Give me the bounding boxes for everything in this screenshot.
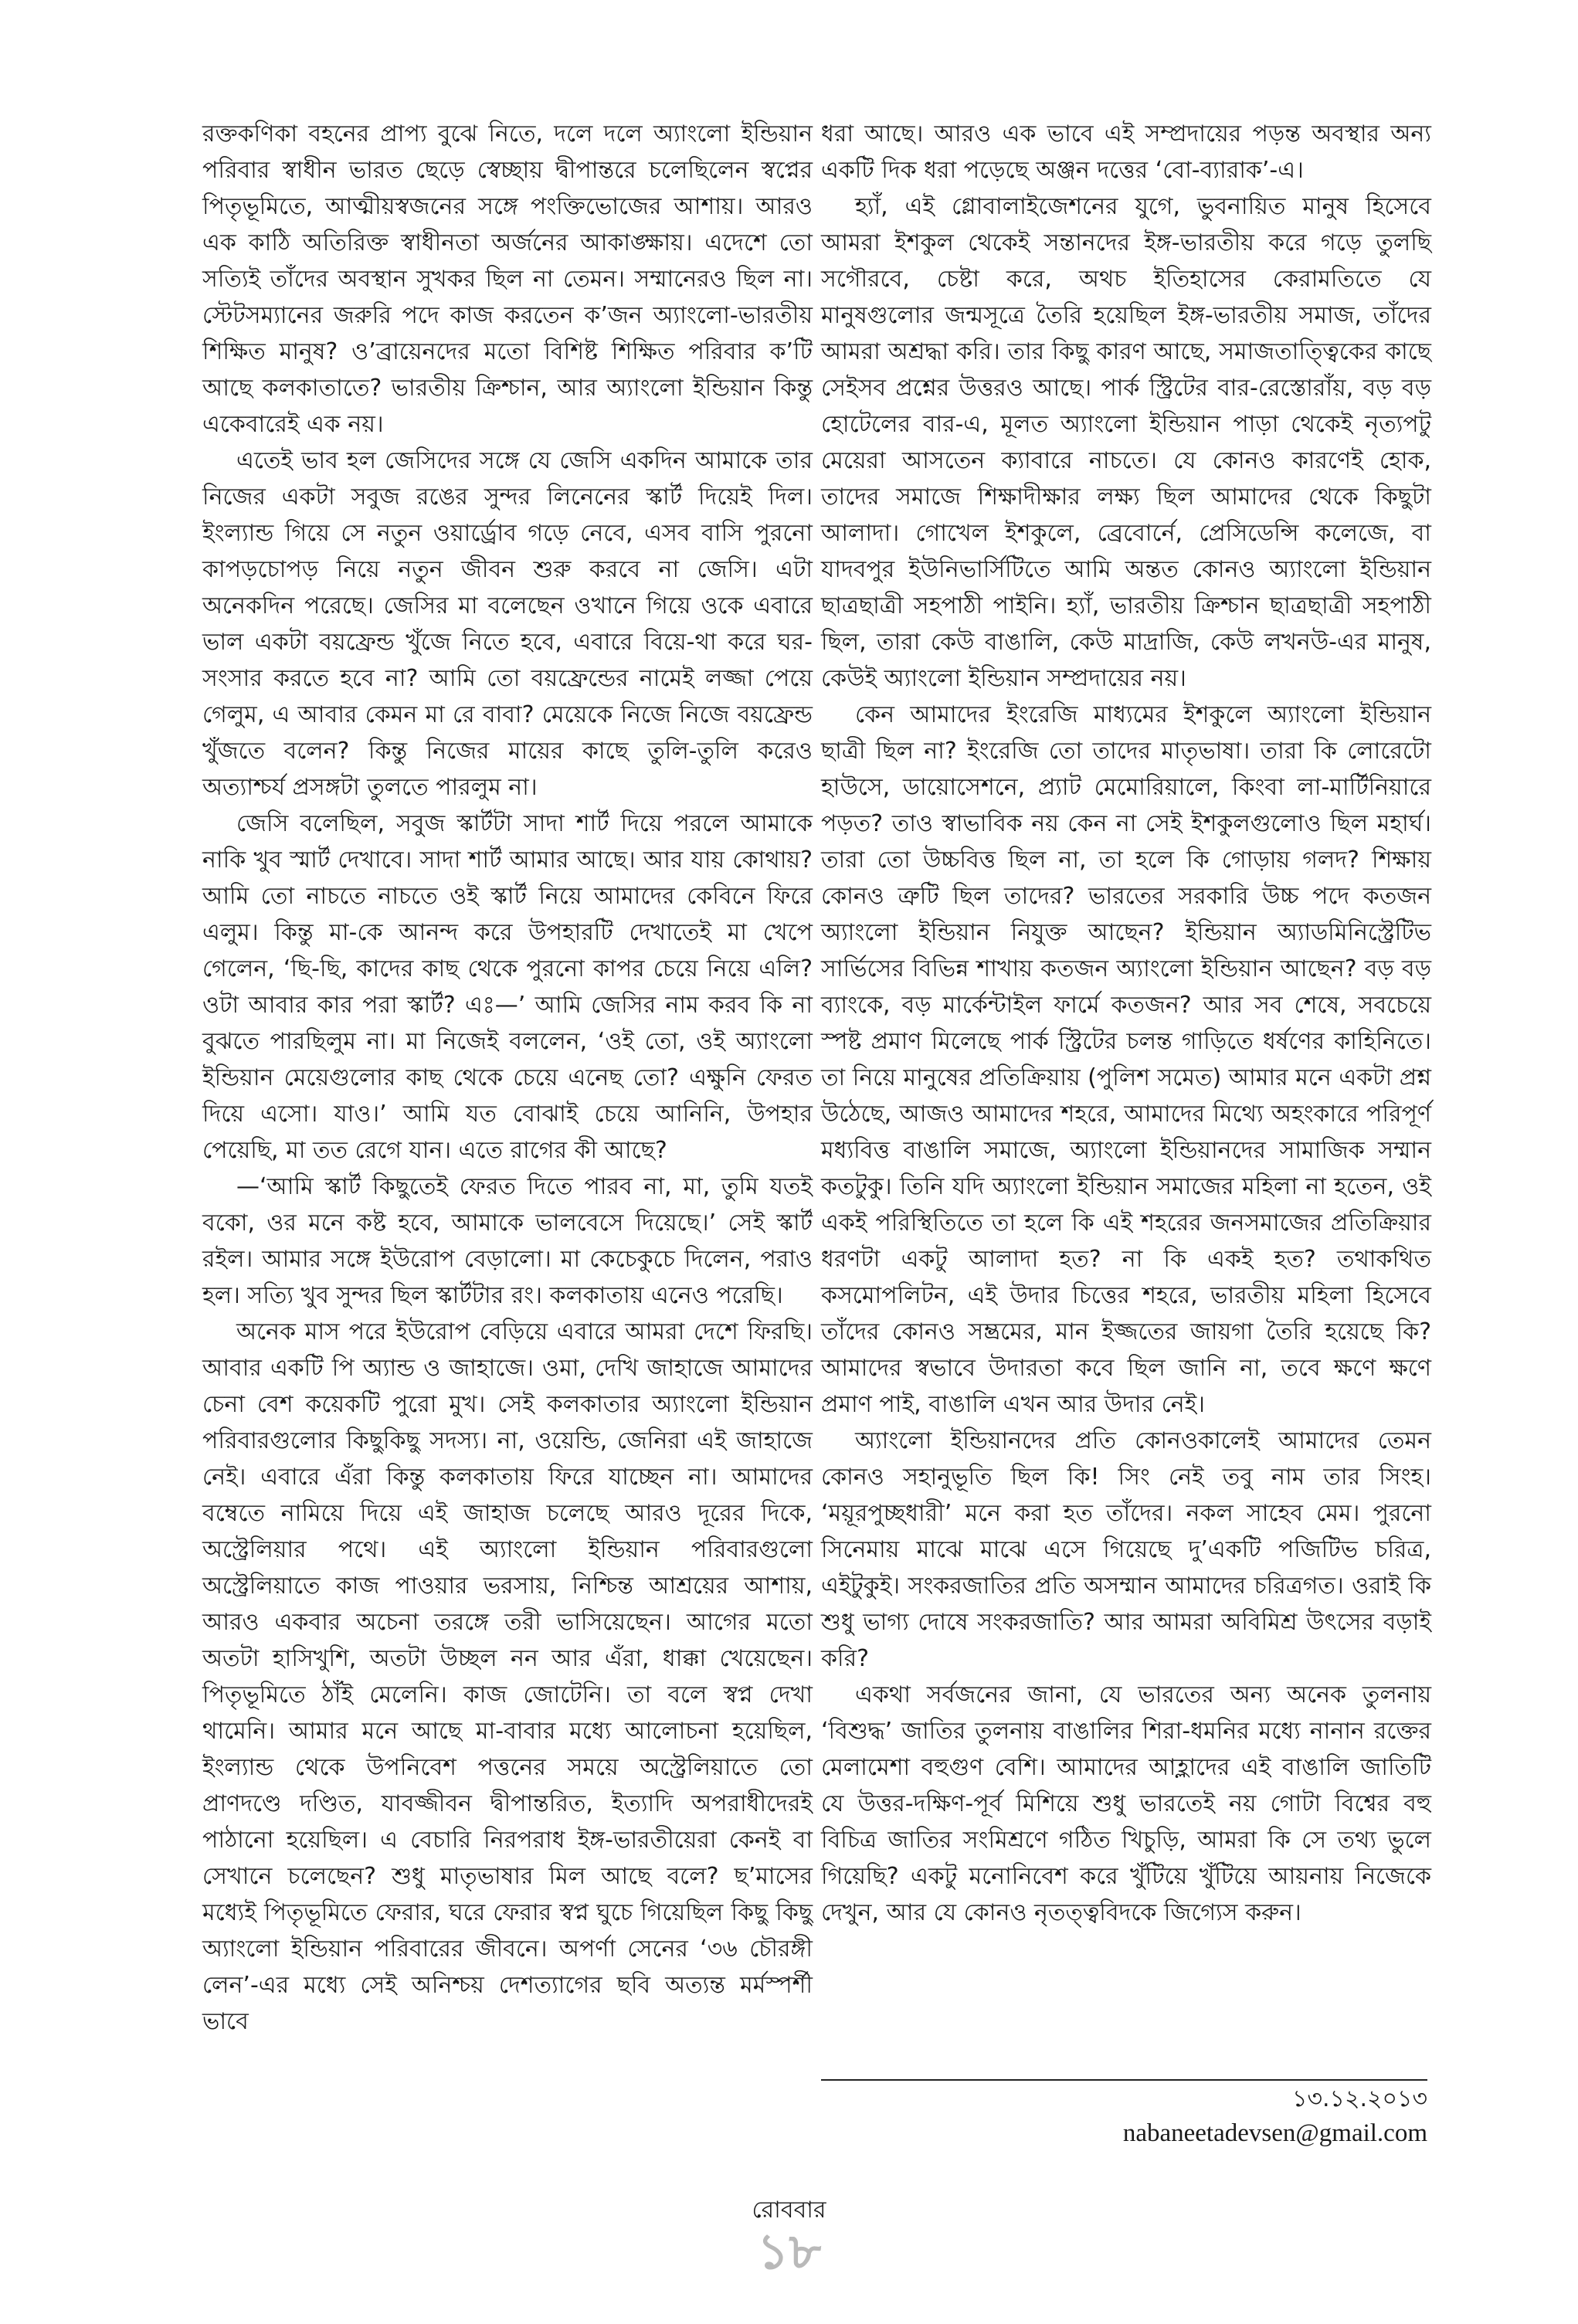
paragraph: একথা সর্বজনের জানা, যে ভারতের অন্য অনেক তুলনায় ‘বিশুদ্ধ’ জাতির তুলনায় বাঙালির শিরা-ধমনির মধ্যে নানান রক্তের মেলামেশা বহুগুণ বেশি। আমাদের আহ্লাদের এই বাঙালি জাতিটি যে উত্তর-দক্ষিণ-পূর্ব মিশিয়ে শুধু ভারতেই নয় গোটা বিশ্বের বহু বিচিত্র জাতির সংমিশ্রণে গঠিত খিচুড়ি, আমরা কি সে তথ্য ভুলে গিয়েছি? একটু মনোনিবেশ করে খুঁটিয়ে খুঁটিয়ে আয়নায় নিজেকে দেখুন, আর যে কোনও নৃতত্ত্ববিদকে জিগ্যেস করুন। bbox=[821, 1681, 1431, 1926]
paragraph: রক্তকণিকা বহনের প্রাপ্য বুঝে নিতে, দলে দলে অ্যাংলো ইন্ডিয়ান পরিবার স্বাধীন ভারত ছেড়ে স্বেচ্ছায় দ্বীপান্তরে চলেছিলেন স্বপ্নের পিতৃভূমিতে, আত্মীয়স্বজনের সঙ্গে পংক্তিভোজের আশায়। আরও এক কাঠি অতিরিক্ত স্বাধীনতা অর্জনের আকাঙ্ক্ষায়। এদেশে তো সত্যিই তাঁদের অবস্থান সুখকর ছিল না তেমন। সম্মানেরও ছিল না। স্টেটসম্যানের জরুরি পদে কাজ করতেন ক’জন অ্যাংলো-ভারতীয় শিক্ষিত মানুষ? ও’ব্রায়েনদের মতো বিশিষ্ট শিক্ষিত পরিবার ক’টি আছে কলকাতাতে? ভারতীয় ক্রিশ্চান, আর অ্যাংলো ইন্ডিয়ান কিন্তু একেবারেই এক নয়। bbox=[202, 120, 813, 438]
paragraph: হ্যাঁ, এই গ্লোবালাইজেশনের যুগে, ভুবনায়িত মানুষ হিসেবে আমরা ইশকুল থেকেই সন্তানদের ইঙ্গ-ভারতীয় করে গড়ে তুলছি সগৌরবে, চেষ্টা করে, অথচ ইতিহাসের কেরামতিতে যে মানুষগুলোর জন্মসূত্রে তৈরি হয়েছিল ইঙ্গ-ভারতীয় সমাজ, তাঁদের আমরা অশ্রদ্ধা করি। তার কিছু কারণ আছে, সমাজতাত্ত্বিকের কাছে সেইসব প্রশ্নের উত্তরও আছে। পার্ক স্ট্রিটের বার-রেস্তোরাঁয়, বড় বড় হোটেলের বার-এ, মূলত অ্যাংলো ইন্ডিয়ান পাড়া থেকেই নৃত্যপটু মেয়েরা আসতেন ক্যাবারে নাচতে। যে কোনও কারণেই হোক, তাদের সমাজে শিক্ষাদীক্ষার লক্ষ্য ছিল আমাদের থেকে কিছুটা আলাদা। গোখেল ইশকুলে, ব্রেবোর্নে, প্রেসিডেন্সি কলেজে, বা যাদবপুর ইউনিভার্সিটিতে আমি অন্তত কোনও অ্যাংলো ইন্ডিয়ান ছাত্রছাত্রী সহপাঠী পাইনি। হ্যাঁ, ভারতীয় ক্রিশ্চান ছাত্রছাত্রী সহপাঠী ছিল, তারা কেউ বাঙালি, কেউ মাদ্রাজি, কেউ লখনউ-এর মানুষ, কেউই অ্যাংলো ইন্ডিয়ান সম্প্রদায়ের নয়। bbox=[821, 193, 1431, 692]
article-column-left bbox=[202, 116, 813, 2040]
signature-date: ১৩.১২.২০১৩ bbox=[1291, 2085, 1427, 2112]
article-column-right bbox=[821, 116, 1431, 1931]
author-email: nabaneetadevsen@gmail.com bbox=[1122, 2119, 1427, 2147]
paragraph: কেন আমাদের ইংরেজি মাধ্যমের ইশকুলে অ্যাংলো ইন্ডিয়ান ছাত্রী ছিল না? ইংরেজি তো তাদের মাতৃভাষা। তারা কি লোরেটো হাউসে, ডায়োসেশনে, প্র্যাট মেমোরিয়ালে, কিংবা লা-মার্টিনিয়ারে পড়ত? তাও স্বাভাবিক নয় কেন না সেই ইশকুলগুলোও ছিল মহার্ঘ। তারা তো উচ্চবিত্ত ছিল না, তা হলে কি গোড়ায় গলদ? শিক্ষায় কোনও ত্রুটি ছিল তাদের? ভারতের সরকারি উচ্চ পদে কতজন অ্যাংলো ইন্ডিয়ান নিযুক্ত আছেন? ইন্ডিয়ান অ্যাডমিনিস্ট্রেটিভ সার্ভিসের বিভিন্ন শাখায় কতজন অ্যাংলো ইন্ডিয়ান আছেন? বড় বড় ব্যাংকে, বড় মার্কেন্টাইল ফার্মে কতজন? আর সব শেষে, সবচেয়ে স্পষ্ট প্রমাণ মিলেছে পার্ক স্ট্রিটের চলন্ত গাড়িতে ধর্ষণের কাহিনিতে। তা নিয়ে মানুষের প্রতিক্রিয়ায় (পুলিশ সমেত) আমার মনে একটা প্রশ্ন উঠেছে, আজও আমাদের শহরে, আমাদের মিথ্যে অহংকারে পরিপূর্ণ মধ্যবিত্ত বাঙালি সমাজে, অ্যাংলো ইন্ডিয়ানদের সামাজিক সম্মান কতটুকু। তিনি যদি অ্যাংলো ইন্ডিয়ান সমাজের মহিলা না হতেন, ওই একই পরিস্থিতিতে তা হলে কি এই শহরের জনসমাজের প্রতিক্রিয়ার ধরণটা একটু আলাদা হত? না কি একই হত? তথাকথিত কসমোপলিটন, এই উদার চিত্তের শহরে, ভারতীয় মহিলা হিসেবে তাঁদের কোনও সম্ভ্রমের, মান ইজ্জতের জায়গা তৈরি হয়েছে কি? আমাদের স্বভাবে উদারতা কবে ছিল জানি না, তবে ক্ষণে ক্ষণে প্রমাণ পাই, বাঙালি এখন আর উদার নেই। bbox=[821, 701, 1431, 1418]
publication-name: রোববার bbox=[752, 2197, 826, 2224]
paragraph: অনেক মাস পরে ইউরোপ বেড়িয়ে এবারে আমরা দেশে ফিরছি। আবার একটি পি অ্যান্ড ও জাহাজে। ওমা, দেখি জাহাজে আমাদের চেনা বেশ কয়েকটি পুরো মুখ। সেই কলকাতার অ্যাংলো ইন্ডিয়ান পরিবারগুলোর কিছুকিছু সদস্য। না, ওয়েন্ডি, জেনিরা এই জাহাজে নেই। এবারে এঁরা কিন্তু কলকাতায় ফিরে যাচ্ছেন না। আমাদের বম্বেতে নামিয়ে দিয়ে এই জাহাজ চলেছে আরও দূরের দিকে, অস্ট্রেলিয়ার পথে। এই অ্যাংলো ইন্ডিয়ান পরিবারগুলো অস্ট্রেলিয়াতে কাজ পাওয়ার ভরসায়, নিশ্চিন্ত আশ্রয়ের আশায়, আরও একবার অচেনা তরঙ্গে তরী ভাসিয়েছেন। আগের মতো অতটা হাসিখুশি, অতটা উচ্ছল নন আর এঁরা, ধাক্কা খেয়েছেন। পিতৃভূমিতে ঠাঁই মেলেনি। কাজ জোটেনি। তা বলে স্বপ্ন দেখা থামেনি। আমার মনে আছে মা-বাবার মধ্যে আলোচনা হয়েছিল, ইংল্যান্ড থেকে উপনিবেশ পত্তনের সময়ে অস্ট্রেলিয়াতে তো প্রাণদণ্ডে দণ্ডিত, যাবজ্জীবন দ্বীপান্তরিত, ইত্যাদি অপরাধীদেরই পাঠানো হয়েছিল। এ বেচারি নিরপরাধ ইঙ্গ-ভারতীয়েরা কেনই বা সেখানে চলেছেন? শুধু মাতৃভাষার মিল আছে বলে? ছ’মাসের মধ্যেই পিতৃভূমিতে ফেরার, ঘরে ফেরার স্বপ্ন ঘুচে গিয়েছিল কিছু কিছু অ্যাংলো ইন্ডিয়ান পরিবারের জীবনে। অপর্ণা সেনের ‘৩৬ চৌরঙ্গী লেন’-এর মধ্যে সেই অনিশ্চয় দেশত্যাগের ছবি অত্যন্ত মর্মস্পর্শী ভাবে bbox=[202, 1318, 813, 2035]
paragraph: এতেই ভাব হল জেসিদের সঙ্গে যে জেসি একদিন আমাকে তার নিজের একটা সবুজ রঙের সুন্দর লিনেনের স্কার্ট দিয়েই দিল। ইংল্যান্ড গিয়ে সে নতুন ওয়ার্ড্রোব গড়ে নেবে, এসব বাসি পুরনো কাপড়চোপড় নিয়ে নতুন জীবন শুরু করবে না জেসি। এটা অনেকদিন পরেছে। জেসির মা বলেছেন ওখানে গিয়ে ওকে এবারে ভাল একটা বয়ফ্রেন্ড খুঁজে নিতে হবে, এবারে বিয়ে-থা করে ঘর-সংসার করতে হবে না? আমি তো বয়ফ্রেন্ডের নামেই লজ্জা পেয়ে গেলুম, এ আবার কেমন মা রে বাবা? মেয়েকে নিজে নিজে বয়ফ্রেন্ড খুঁজতে বলেন? কিন্তু নিজের মায়ের কাছে তুলি-তুলি করেও অত্যাশ্চর্য প্রসঙ্গটা তুলতে পারলুম না। bbox=[202, 447, 813, 801]
paragraph: ধরা আছে। আরও এক ভাবে এই সম্প্রদায়ের পড়ন্ত অবস্থার অন্য একটি দিক ধরা পড়েছে অঞ্জন দত্তের ‘বো-ব্যারাক’-এ। bbox=[821, 120, 1431, 184]
paragraph: —‘আমি স্কার্ট কিছুতেই ফেরত দিতে পারব না, মা, তুমি যতই বকো, ওর মনে কষ্ট হবে, আমাকে ভালবেসে দিয়েছে।’ সেই স্কার্ট রইল। আমার সঙ্গে ইউরোপ বেড়ালো। মা কেচেকুচে দিলেন, পরাও হল। সত্যি খুব সুন্দর ছিল স্কার্টটার রং। কলকাতায় এনেও পরেছি। bbox=[202, 1173, 813, 1309]
signature-divider bbox=[821, 2079, 1427, 2081]
paragraph: জেসি বলেছিল, সবুজ স্কার্টটা সাদা শার্ট দিয়ে পরলে আমাকে নাকি খুব স্মার্ট দেখাবে। সাদা শার্ট আমার আছে। আর যায় কোথায়? আমি তো নাচতে নাচতে ওই স্কার্ট নিয়ে আমাদের কেবিনে ফিরে এলুম। কিন্তু মা-কে আনন্দ করে উপহারটি দেখাতেই মা খেপে গেলেন, ‘ছি-ছি, কাদের কাছ থেকে পুরনো কাপর চেয়ে নিয়ে এলি? ওটা আবার কার পরা স্কার্ট? এঃ—’ আমি জেসির নাম করব কি না বুঝতে পারছিলুম না। মা নিজেই বললেন, ‘ওই তো, ওই অ্যাংলো ইন্ডিয়ান মেয়েগুলোর কাছ থেকে চেয়ে এনেছ তো? এক্ষুনি ফেরত দিয়ে এসো। যাও।’ আমি যত বোঝাই চেয়ে আনিনি, উপহার পেয়েছি, মা তত রেগে যান। এতে রাগের কী আছে? bbox=[202, 810, 813, 1164]
paragraph: অ্যাংলো ইন্ডিয়ানদের প্রতি কোনওকালেই আমাদের তেমন কোনও সহানুভূতি ছিল কি! সিং নেই তবু নাম তার সিংহ। ‘ময়ূরপুচ্ছধারী’ মনে করা হত তাঁদের। নকল সাহেব মেম। পুরনো সিনেমায় মাঝে মাঝে এসে গিয়েছে দু’একটি পজিটিভ চরিত্র, এইটুকুই। সংকরজাতির প্রতি অসম্মান আমাদের চরিত্রগত। ওরাই কি শুধু ভাগ্য দোষে সংকরজাতি? আর আমরা অবিমিশ্র উৎসের বড়াই করি? bbox=[821, 1427, 1431, 1672]
page-number: ১৮ bbox=[756, 2224, 822, 2281]
